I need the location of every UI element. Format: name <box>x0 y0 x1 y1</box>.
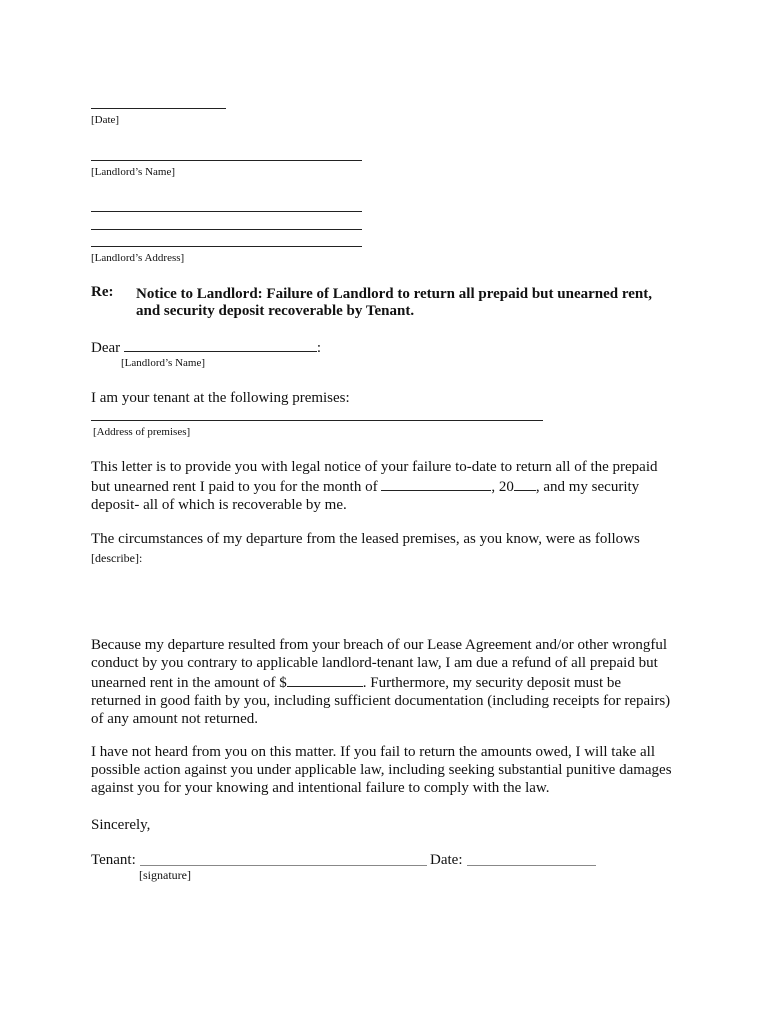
notice-line-3: deposit- all of which is recoverable by me. <box>91 497 347 513</box>
salutation-name-blank[interactable] <box>124 337 317 352</box>
notice-line-1: This letter is to provide you with legal notice of your failure to-date to return all of the prepaid <box>91 459 658 475</box>
refund-line-2: conduct by you contrary to applicable landlord-tenant law, I am due a refund of all prepaid but <box>91 655 658 671</box>
sincerely-text: Sincerely, <box>91 817 151 833</box>
action-line-1: I have not heard from you on this matter. If you fail to return the amounts owed, I will take all <box>91 744 656 760</box>
landlord-name-line[interactable] <box>91 160 362 161</box>
refund-line-4: returned in good faith by you, including sufficient documentation (including receipts for repairs) <box>91 693 671 709</box>
month-blank[interactable] <box>381 476 491 491</box>
notice-line-2-end: , and my security <box>535 479 640 495</box>
year-prefix: , 20 <box>491 479 514 495</box>
landlord-address-line-3[interactable] <box>91 246 362 247</box>
describe-label: [describe]: <box>91 551 143 565</box>
premises-address-label: [Address of premises] <box>93 426 191 438</box>
salutation-name-label: [Landlord’s Name] <box>121 357 205 369</box>
year-blank[interactable] <box>514 476 536 491</box>
refund-line-5: of any amount not returned. <box>91 711 259 727</box>
action-line-3: against you for your knowing and intentional failure to comply with the law. <box>91 780 550 796</box>
notice-line-2 <box>91 476 691 496</box>
salutation-colon: : <box>316 340 322 356</box>
circumstances-line-1: The circumstances of my departure from the leased premises, as you know, were as follows <box>91 531 640 547</box>
refund-line-3 <box>91 672 691 692</box>
signature-label: [signature] <box>139 868 191 882</box>
salutation <box>91 337 321 357</box>
circumstances-paragraph <box>91 530 691 548</box>
tenant-label: Tenant: <box>91 852 136 868</box>
subject-line-1: Notice to Landlord: Failure of Landlord to return all prepaid but unearned rent, <box>136 286 652 302</box>
date-line[interactable] <box>91 108 226 109</box>
subject-line-2: and security deposit recoverable by Tenant. <box>136 303 415 319</box>
action-line-2: possible action against you under applicable law, including seeking substantial punitive damages <box>91 762 672 778</box>
date-signature-label: Date: <box>430 852 463 868</box>
landlord-address-label: [Landlord’s Address] <box>91 252 185 264</box>
refund-line-1: Because my departure resulted from your breach of our Lease Agreement and/or other wrongful <box>91 637 668 653</box>
date-signature-line[interactable] <box>467 865 596 866</box>
date-label: [Date] <box>91 114 120 126</box>
action-paragraph <box>91 743 691 797</box>
landlord-address-line-2[interactable] <box>91 229 362 230</box>
refund-amount-blank[interactable] <box>287 672 363 687</box>
notice-line-2-text: but unearned rent I paid to you for the month of <box>91 479 378 495</box>
premises-address-line[interactable] <box>91 420 543 421</box>
refund-line-3-end: . Furthermore, my security deposit must be <box>362 675 622 691</box>
refund-paragraph <box>91 636 691 728</box>
landlord-name-label: [Landlord’s Name] <box>91 166 175 178</box>
notice-paragraph <box>91 458 691 514</box>
dear-text: Dear <box>91 340 121 356</box>
refund-amount-text: unearned rent in the amount of $ <box>91 675 287 691</box>
landlord-address-line-1[interactable] <box>91 211 362 212</box>
tenant-signature-line[interactable] <box>140 865 427 866</box>
re-label: Re: <box>91 284 114 300</box>
premises-intro: I am your tenant at the following premises: <box>91 390 350 406</box>
